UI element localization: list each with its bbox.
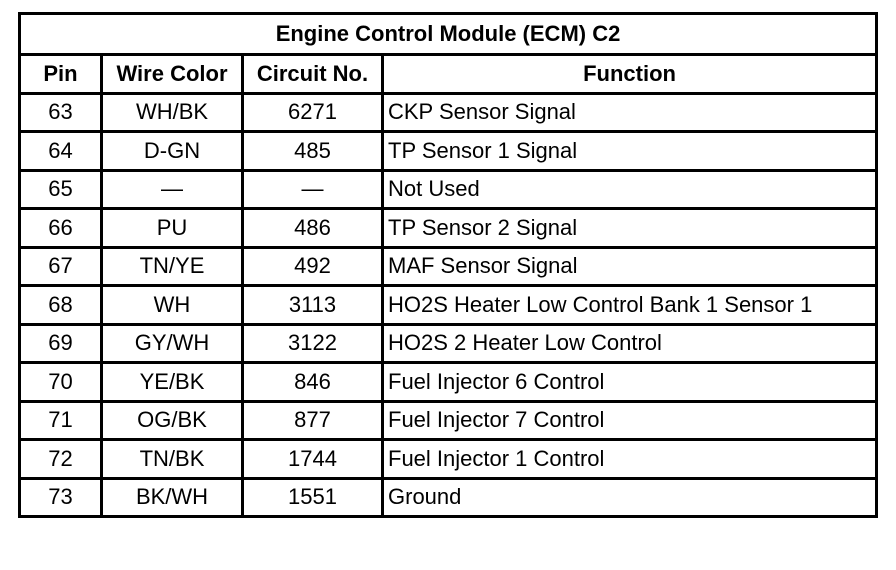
- table-row: [20, 247, 877, 286]
- table-row: [20, 324, 877, 363]
- cell-pin: 71: [20, 401, 102, 440]
- cell-pin: 72: [20, 440, 102, 479]
- table-row: [20, 363, 877, 402]
- cell-pin: 64: [20, 132, 102, 171]
- cell-pin: 68: [20, 286, 102, 325]
- cell-pin: 70: [20, 363, 102, 402]
- cell-function: TP Sensor 2 Signal: [383, 209, 877, 248]
- cell-circuit-no: 846: [243, 363, 383, 402]
- table-row: [20, 286, 877, 325]
- cell-pin: 66: [20, 209, 102, 248]
- cell-wire-color: —: [102, 170, 243, 209]
- table-row: [20, 440, 877, 479]
- cell-circuit-no: 485: [243, 132, 383, 171]
- table-row: [20, 132, 877, 171]
- cell-function: TP Sensor 1 Signal: [383, 132, 877, 171]
- cell-wire-color: YE/BK: [102, 363, 243, 402]
- cell-circuit-no: 3122: [243, 324, 383, 363]
- cell-circuit-no: 486: [243, 209, 383, 248]
- table-row: [20, 170, 877, 209]
- cell-function: CKP Sensor Signal: [383, 93, 877, 132]
- cell-pin: 63: [20, 93, 102, 132]
- cell-function: Fuel Injector 7 Control: [383, 401, 877, 440]
- cell-wire-color: D-GN: [102, 132, 243, 171]
- cell-wire-color: TN/YE: [102, 247, 243, 286]
- cell-function: HO2S Heater Low Control Bank 1 Sensor 1: [383, 286, 877, 325]
- header-wire-color: Wire Color: [102, 55, 243, 94]
- cell-function: Not Used: [383, 170, 877, 209]
- cell-circuit-no: 1744: [243, 440, 383, 479]
- cell-function: Fuel Injector 1 Control: [383, 440, 877, 479]
- table-row: [20, 478, 877, 517]
- header-pin: Pin: [20, 55, 102, 94]
- connector-pinout-table: [18, 12, 878, 518]
- table-row: [20, 93, 877, 132]
- cell-wire-color: BK/WH: [102, 478, 243, 517]
- cell-circuit-no: 492: [243, 247, 383, 286]
- cell-wire-color: PU: [102, 209, 243, 248]
- cell-circuit-no: —: [243, 170, 383, 209]
- cell-function: MAF Sensor Signal: [383, 247, 877, 286]
- cell-wire-color: WH/BK: [102, 93, 243, 132]
- cell-wire-color: GY/WH: [102, 324, 243, 363]
- cell-circuit-no: 1551: [243, 478, 383, 517]
- cell-pin: 73: [20, 478, 102, 517]
- cell-circuit-no: 877: [243, 401, 383, 440]
- cell-circuit-no: 6271: [243, 93, 383, 132]
- table-title-row: [20, 14, 877, 55]
- cell-wire-color: TN/BK: [102, 440, 243, 479]
- cell-pin: 67: [20, 247, 102, 286]
- table-row: [20, 401, 877, 440]
- cell-wire-color: WH: [102, 286, 243, 325]
- cell-pin: 65: [20, 170, 102, 209]
- table-row: [20, 209, 877, 248]
- table-title: Engine Control Module (ECM) C2: [20, 14, 877, 55]
- cell-function: Fuel Injector 6 Control: [383, 363, 877, 402]
- cell-function: HO2S 2 Heater Low Control: [383, 324, 877, 363]
- cell-wire-color: OG/BK: [102, 401, 243, 440]
- cell-circuit-no: 3113: [243, 286, 383, 325]
- cell-function: Ground: [383, 478, 877, 517]
- cell-pin: 69: [20, 324, 102, 363]
- table-header-row: [20, 55, 877, 94]
- header-circuit-no: Circuit No.: [243, 55, 383, 94]
- header-function: Function: [383, 55, 877, 94]
